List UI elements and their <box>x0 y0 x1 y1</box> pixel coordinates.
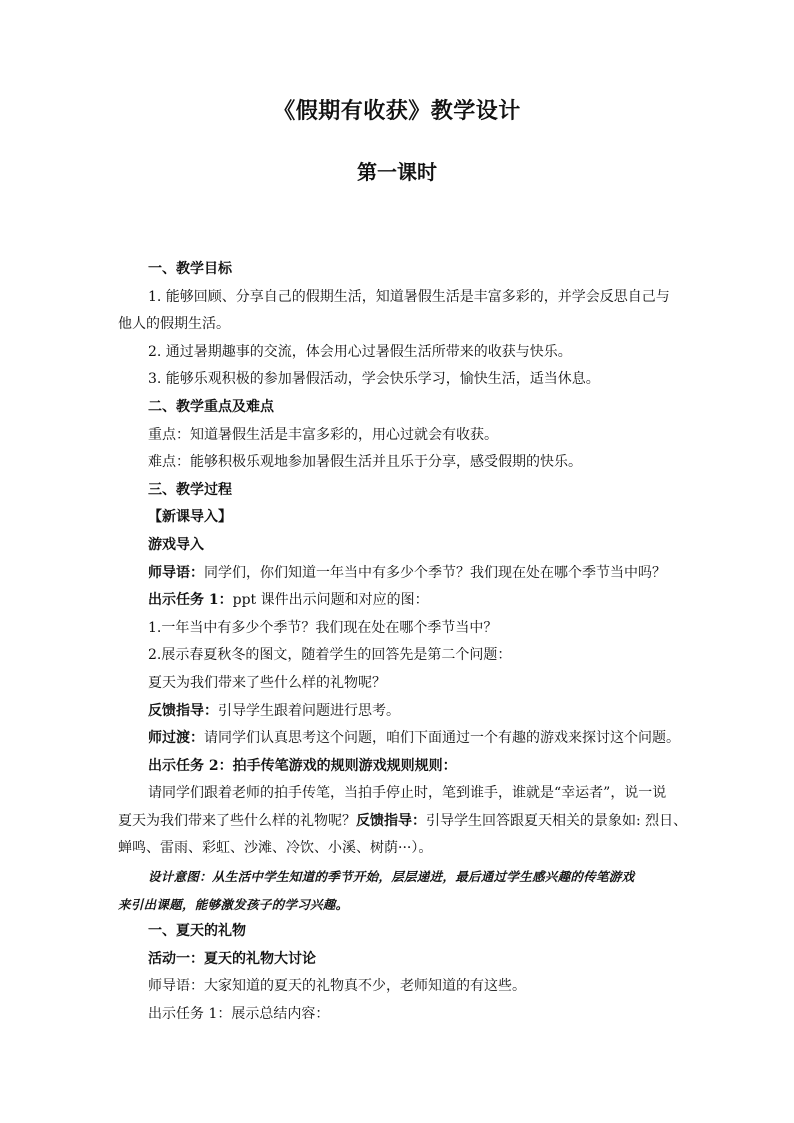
transition-label: 师过渡： <box>148 730 204 747</box>
question-1: 1.一年当中有多少个季节？我们现在处在哪个季节当中？ <box>148 619 498 636</box>
document-subtitle: 第一课时 <box>357 160 437 184</box>
game-paragraph-line-2 <box>118 808 688 836</box>
teacher-guide-label: 师导语： <box>148 564 204 581</box>
section-heading-objectives: 一、教学目标 <box>148 261 232 277</box>
teacher-guide-text: 同学们，你们知道一年当中有多少个季节？我们现在处在哪个季节当中吗？ <box>204 564 666 581</box>
document-title: 《假期有收获》教学设计 <box>273 98 521 124</box>
game-feedback-text: 引导学生回答跟夏天相关的景象如: 烈日、 <box>426 812 688 829</box>
objective-1-line-1: 1. 能够回顾、分享自己的假期生活，知道暑假生活是丰富多彩的，并学会反思自己与 <box>148 288 670 305</box>
task-2-heading: 出示任务 2：拍手传笔游戏的规则游戏规则规则： <box>148 757 457 774</box>
game-paragraph-line-3: 蝉鸣、雷雨、彩虹、沙滩、冷饮、小溪、树荫···）。 <box>118 840 433 857</box>
objective-2: 2. 通过暑期趣事的交流，体会用心过暑假生活所带来的收获与快乐。 <box>148 343 572 360</box>
game-feedback-label: 反馈指导： <box>356 812 426 829</box>
feedback-line <box>118 698 678 726</box>
activity-task-1: 出示任务 1：展示总结内容： <box>148 1006 330 1023</box>
activity-teacher-guide: 师导语：大家知道的夏天的礼物真不少，老师知道的有这些。 <box>148 978 526 995</box>
game-paragraph-line-1: 请同学们跟着老师的拍手传笔，当拍手停止时，笔到谁手，谁就是“幸运者”，说一说 <box>148 785 667 802</box>
task-1-line <box>118 587 678 615</box>
teacher-guide-line <box>118 560 678 588</box>
new-lesson-intro: 【新课导入】 <box>148 509 232 526</box>
difficult-point: 难点：能够积极乐观地参加暑假生活并且乐于分享，感受假期的快乐。 <box>148 454 582 471</box>
question-3: 夏天为我们带来了些什么样的礼物呢？ <box>148 674 386 691</box>
key-point: 重点：知道暑假生活是丰富多彩的，用心过就会有收获。 <box>148 426 498 443</box>
document-body <box>118 256 688 1029</box>
game-intro: 游戏导入 <box>148 536 204 553</box>
design-intent-line-2: 来引出课题，能够激发孩子的学习兴趣。 <box>118 896 349 912</box>
objective-3: 3. 能够乐观积极的参加暑假活动，学会快乐学习，愉快生活，适当休息。 <box>148 371 600 388</box>
feedback-text: 引导学生跟着问题进行思考。 <box>218 702 400 719</box>
objective-1-line-2: 他人的假期生活。 <box>118 316 230 333</box>
transition-line <box>118 725 678 753</box>
design-intent-line-1: 设计意图：从生活中学生知道的季节开始，层层递进，最后通过学生感兴趣的传笔游戏 <box>148 869 635 885</box>
feedback-label: 反馈指导： <box>148 702 218 719</box>
question-2: 2.展示春夏秋冬的图文，随着学生的回答先是第二个问题： <box>148 647 512 664</box>
section-heading-process: 三、教学过程 <box>148 481 232 498</box>
game-paragraph-text: 夏天为我们带来了些什么样的礼物呢？ <box>118 812 356 829</box>
task-1-text: ppt 课件出示问题和对应的图： <box>232 592 429 609</box>
transition-text: 请同学们认真思考这个问题，咱们下面通过一个有趣的游戏来探讨这个问题。 <box>204 730 680 747</box>
section-heading-summer-gifts: 一、夏天的礼物 <box>148 923 246 940</box>
activity-1-heading: 活动一：夏天的礼物大讨论 <box>148 950 316 967</box>
section-heading-key-points: 二、教学重点及难点 <box>148 398 274 415</box>
task-1-label: 出示任务 1： <box>148 592 233 609</box>
